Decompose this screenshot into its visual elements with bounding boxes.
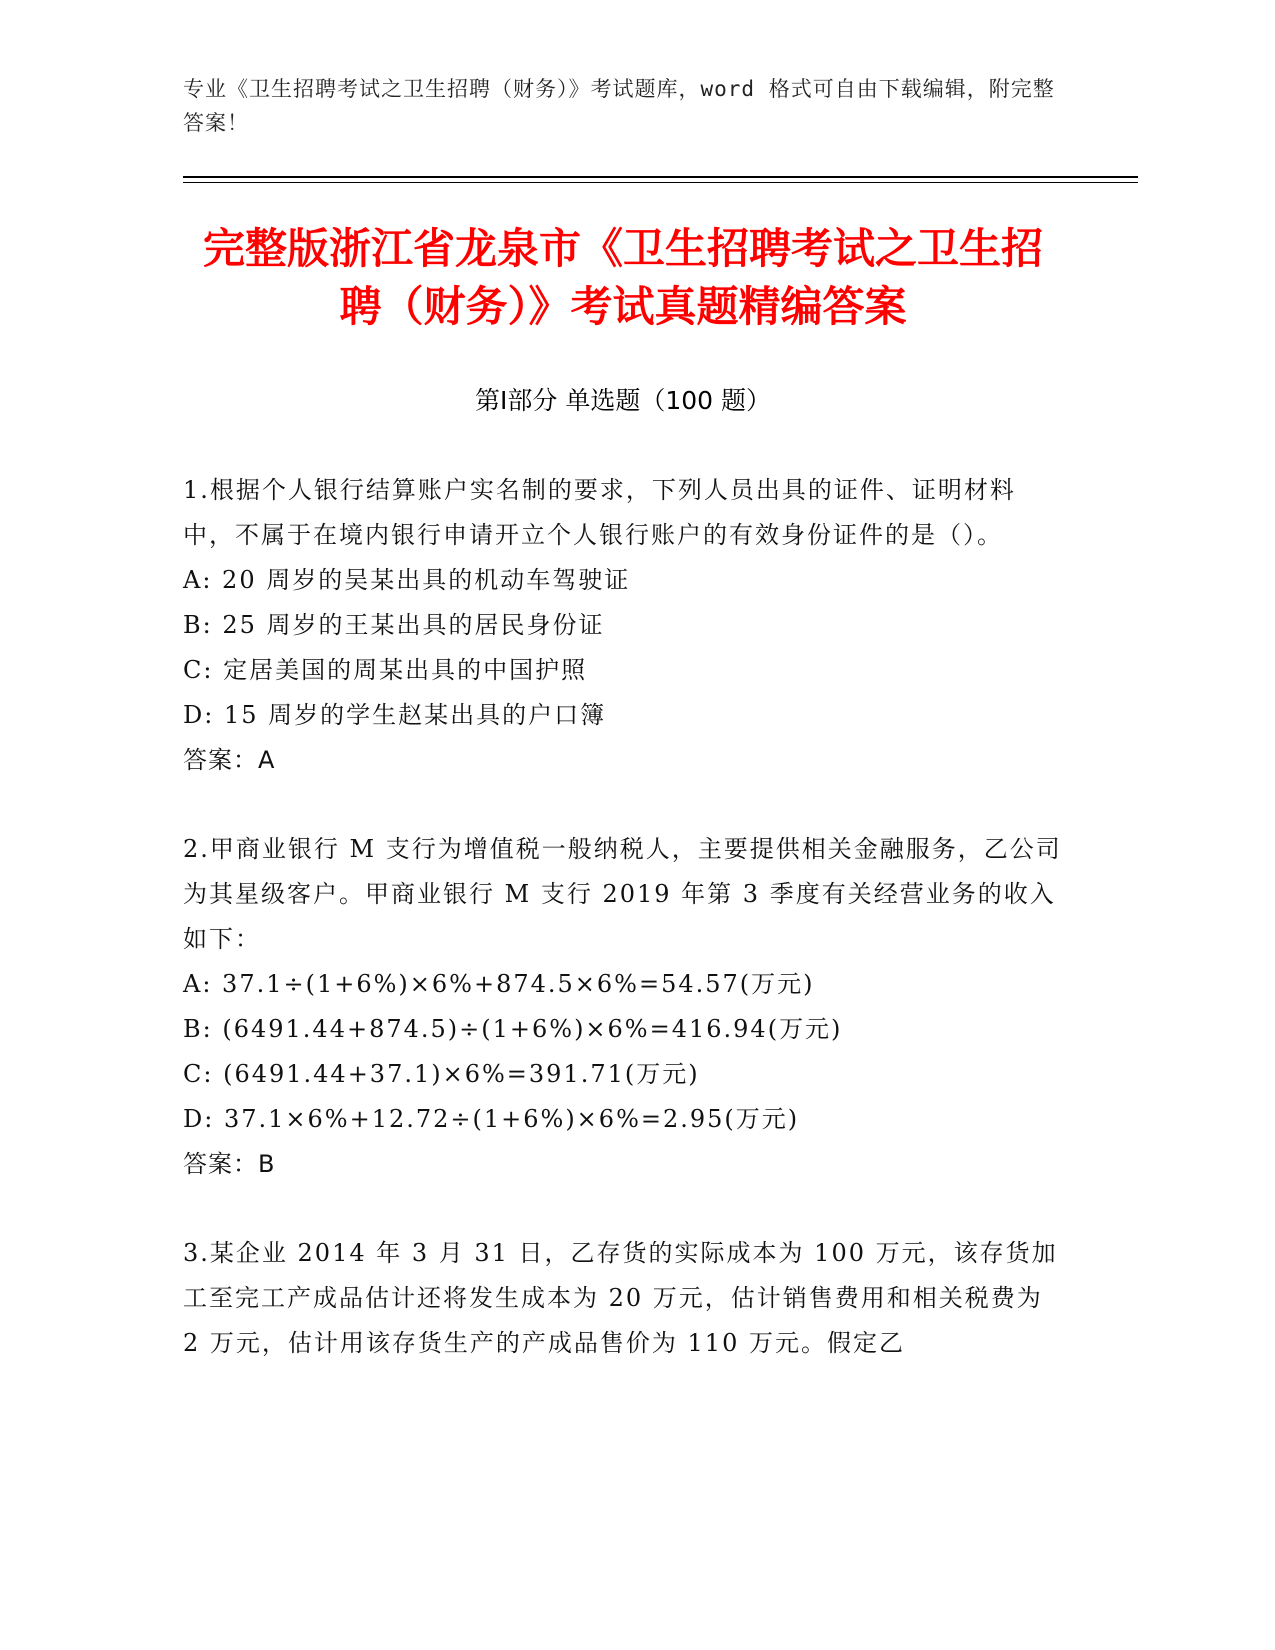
answer: 答案：A — [183, 746, 276, 774]
question-list — [183, 468, 1063, 1410]
option-b: B: (6491.44+874.5)÷(1+6%)×6%=416.94(万元) — [183, 1015, 843, 1043]
option-a: A: 37.1÷(1+6%)×6%+874.5×6%=54.57(万元) — [183, 970, 815, 998]
option-b: B: 25 周岁的王某出具的居民身份证 — [183, 611, 605, 639]
header-note: 专业《卫生招聘考试之卫生招聘（财务）》考试题库，word 格式可自由下载编辑，附完整答案！ — [183, 77, 1055, 135]
option-c: C: 定居美国的周某出具的中国护照 — [183, 656, 588, 684]
question-1 — [183, 468, 1063, 783]
question-3 — [183, 1231, 1063, 1366]
option-a: A: 20 周岁的吴某出具的机动车驾驶证 — [183, 566, 631, 594]
option-c: C: (6491.44+37.1)×6%=391.71(万元) — [183, 1060, 700, 1088]
option-d: D: 15 周岁的学生赵某出具的户口簿 — [183, 701, 607, 729]
option-d: D: 37.1×6%+12.72÷(1+6%)×6%=2.95(万元) — [183, 1105, 800, 1133]
question-2 — [183, 827, 1063, 1187]
section-title: 第Ⅰ部分 单选题（100 题） — [475, 386, 771, 415]
header-rule-thick — [183, 176, 1138, 178]
question-stem: 3.某企业 2014 年 3 月 31 日，乙存货的实际成本为 100 万元，该存货加工至完工产成品估计还将发生成本为 20 万元，估计销售费用和相关税费为 2 万元，估计用该存货生产的产成品售价为 110 万元。假定乙 — [183, 1239, 1058, 1357]
header-rule-thin — [183, 182, 1138, 183]
question-stem: 1.根据个人银行结算账户实名制的要求，下列人员出具的证件、证明材料中，不属于在境内银行申请开立个人银行账户的有效身份证件的是（）。 — [183, 476, 1016, 549]
question-stem: 2.甲商业银行 M 支行为增值税一般纳税人，主要提供相关金融服务，乙公司为其星级客户。甲商业银行 M 支行 2019 年第 3 季度有关经营业务的收入如下： — [183, 835, 1062, 953]
answer: 答案：B — [183, 1150, 276, 1178]
document-title: 完整版浙江省龙泉市《卫生招聘考试之卫生招聘（财务）》考试真题精编答案 — [202, 224, 1043, 331]
